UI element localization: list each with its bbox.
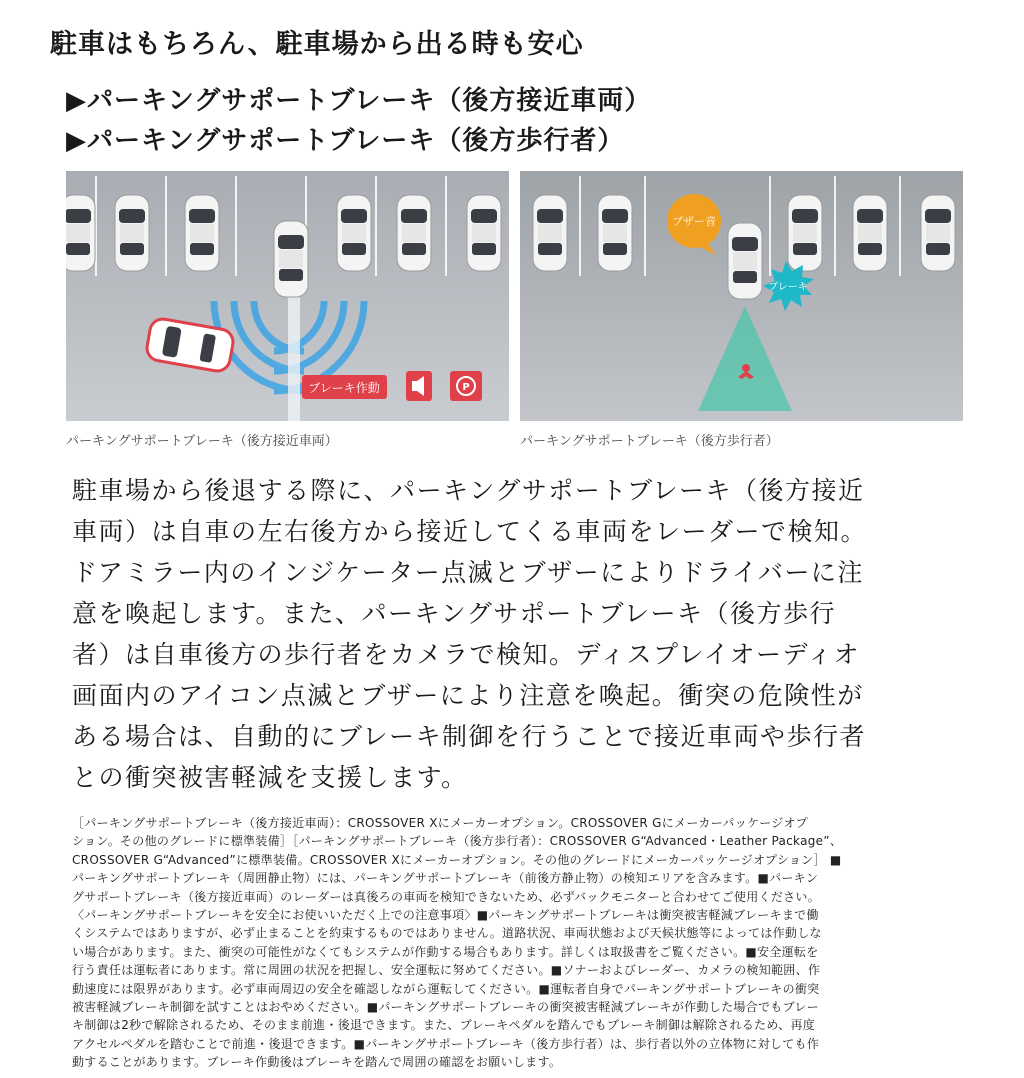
parking-lot-illustration — [520, 171, 963, 421]
svg-text:P: P — [462, 382, 470, 393]
parking-brake-icon — [450, 371, 482, 401]
note-line: い場合があります。また、衝突の可能性がなくてもシステムが作動する場合もあります。詳しくは取扱書をご覧ください。■安全運転を — [72, 944, 819, 959]
body-line: ドアミラー内のインジケーター点滅とブザーによりドライバーに注 — [72, 558, 864, 587]
svg-text:ブレーキ作動: ブレーキ作動 — [308, 381, 380, 395]
note-line: パーキングサポートブレーキ（周囲静止物）には、パーキングサポートブレーキ（前後方静止物）の検知エリアを含みます。■パーキン — [72, 871, 819, 886]
body-line: との衝突被害軽減を支援します。 — [72, 763, 468, 792]
body-paragraph — [72, 470, 952, 798]
body-line: 者）は自車後方の歩行者をカメラで検知。ディスプレイオーディオ — [72, 640, 861, 669]
figure-rear-vehicle — [66, 171, 509, 421]
note-line: 行う責任は運転者にあります。常に周囲の状況を把握し、安全運転に努めてください。■ソナーおよびレーダー、カメラの検知範囲、作 — [72, 963, 821, 978]
note-line: 動することがあります。ブレーキ作動後はブレーキを踏んで周囲の確認をお願いします。 — [72, 1055, 562, 1070]
footnotes — [72, 814, 962, 1072]
note-line: CROSSOVER G“Advanced”に標準装備。CROSSOVER Xにメーカーオプション。その他のグレードにメーカーパッケージオプション］ ■ — [72, 852, 842, 867]
note-line: キ制御は2秒で解除されるため、そのまま前進・後退できます。また、ブレーキペダルを踏んでもブレーキ制御は解除されるため、再度 — [72, 1018, 816, 1033]
speaker-icon — [406, 371, 432, 401]
figure-caption-rear-vehicle: パーキングサポートブレーキ（後方接近車両） — [66, 434, 338, 449]
page-title: 駐車はもちろん、駐車場から出る時も安心 — [50, 29, 584, 60]
svg-text:ブレーキ: ブレーキ — [768, 282, 808, 293]
body-line: ある場合は、自動的にブレーキ制御を行うことで接近車両や歩行者 — [72, 722, 867, 751]
body-line: 車両）は自車の左右後方から接近してくる車両をレーダーで検知。 — [72, 517, 868, 546]
note-line: くシステムではありますが、必ず止まることを約束するものではありません。道路状況、車両状態および天候状態等によっては作動しな — [72, 926, 822, 941]
note-line: 〈パーキングサポートブレーキを安全にお使いいただく上での注意事項〉■パーキングサポートブレーキは衝突被害軽減ブレーキまで働 — [72, 908, 819, 923]
brake-active-panel — [302, 375, 387, 399]
body-line: 画面内のアイコン点滅とブザーにより注意を喚起。衝突の危険性が — [72, 681, 864, 710]
note-line: グサポートブレーキ（後方接近車両）のレーダーは真後ろの車両を検知できないため、必ずバックモニターと合わせてご使用ください。 — [72, 889, 821, 904]
body-line: 意を喚起します。また、パーキングサポートブレーキ（後方歩行 — [72, 599, 837, 628]
subheading-rear-vehicle: ▶パーキングサポートブレーキ（後方接近車両） — [66, 86, 652, 116]
note-line: 動速度には限界があります。必ず車両周辺の安全を確認しながら運転してください。■運転者自身でパーキングサポートブレーキの衝突 — [72, 981, 820, 996]
svg-text:ブザー音: ブザー音 — [672, 215, 716, 228]
body-line: 駐車場から後退する際に、パーキングサポートブレーキ（後方接近 — [72, 476, 865, 505]
note-line: ［パーキングサポートブレーキ（後方接近車両）：CROSSOVER Xにメーカーオプション。CROSSOVER Gにメーカーパッケージオプ — [72, 816, 808, 830]
figure-rear-pedestrian — [520, 171, 963, 421]
note-line: アクセルペダルを踏むことで前進・後退できます。■パーキングサポートブレーキ（後方歩行者）は、歩行者以外の立体物に対しても作 — [72, 1036, 820, 1051]
figure-caption-rear-pedestrian: パーキングサポートブレーキ（後方歩行者） — [520, 434, 779, 449]
subheading-rear-pedestrian: ▶パーキングサポートブレーキ（後方歩行者） — [66, 126, 625, 156]
parking-lot-illustration — [66, 171, 509, 421]
note-line: 被害軽減ブレーキ制御を試すことはおやめください。■パーキングサポートブレーキの衝突被害軽減ブレーキが作動した場合でもブレー — [72, 1000, 820, 1015]
note-line: ション。その他のグレードに標準装備］［パーキングサポートブレーキ（後方歩行者）：CROSSOVER G“Advanced・Leather Package”、 — [72, 834, 843, 849]
